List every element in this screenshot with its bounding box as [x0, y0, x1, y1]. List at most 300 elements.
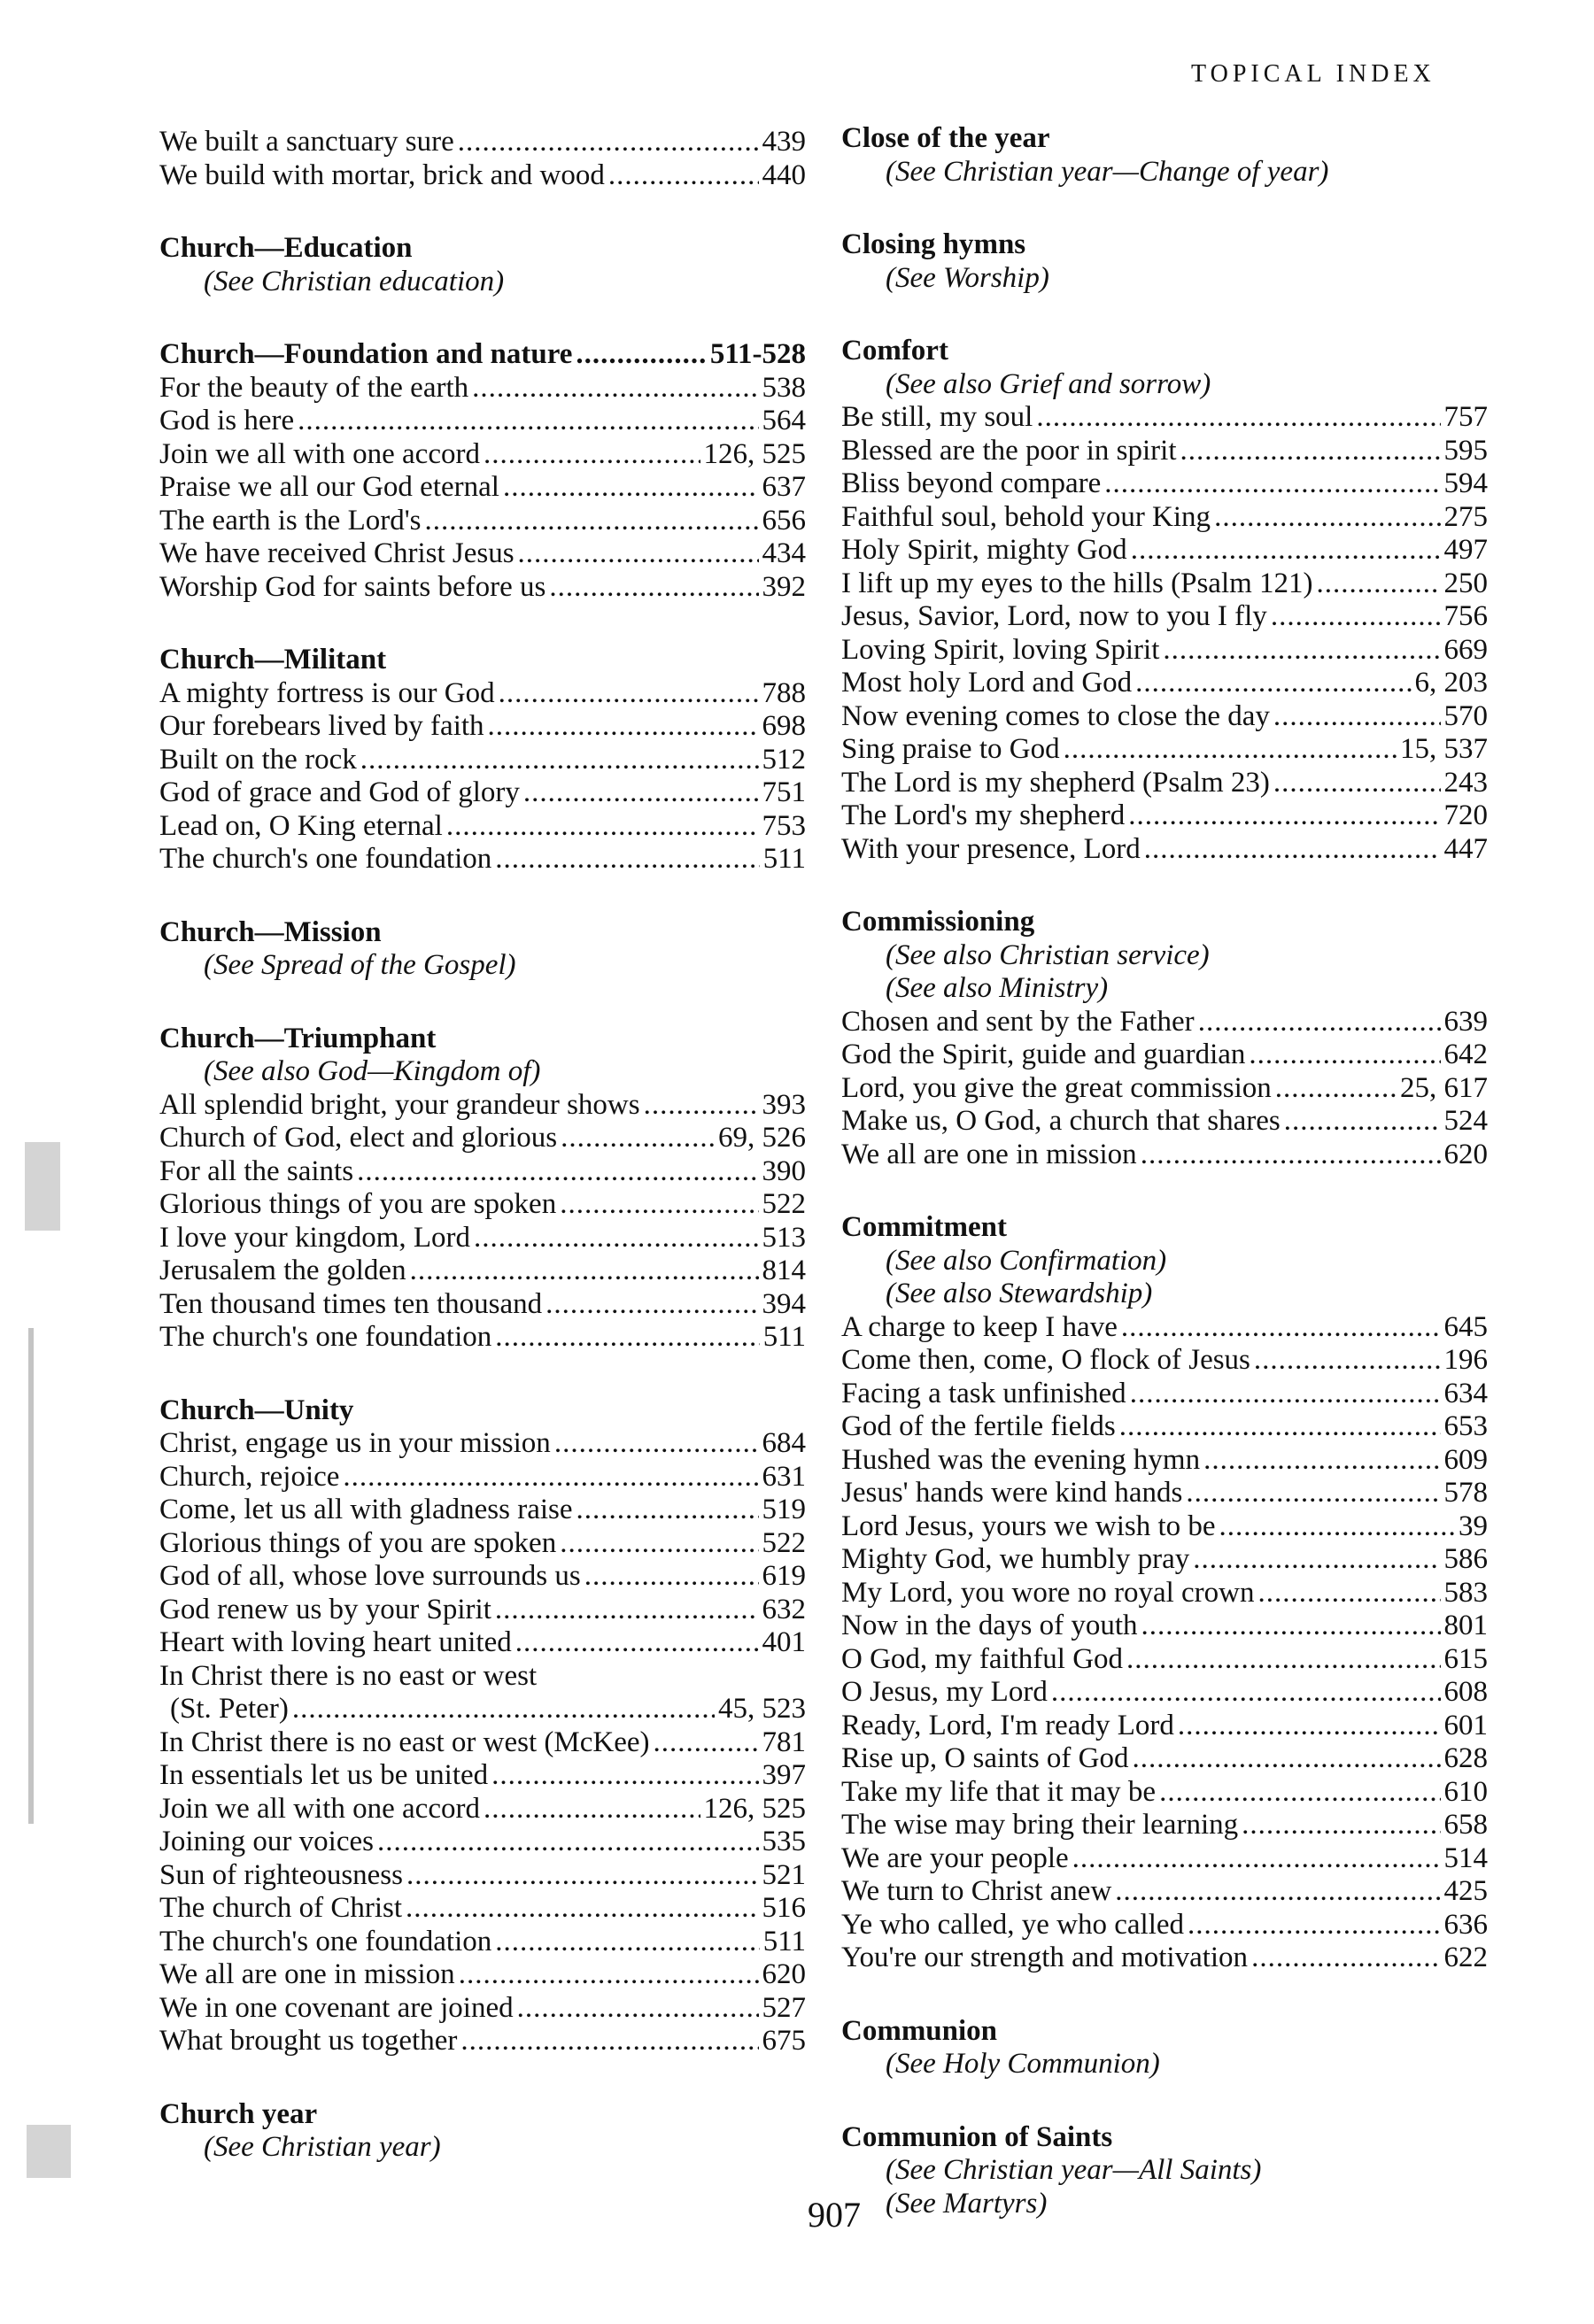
hymn-title: Ten thousand times ten thousand [159, 1287, 543, 1320]
hymn-number: 425 [1443, 1875, 1488, 1907]
hymn-title: Holy Spirit, mighty God [841, 534, 1127, 566]
dot-leader [1198, 1006, 1441, 1039]
topic-title: Church—Mission [159, 915, 382, 948]
hymn-title: Blessed are the poor in spirit [841, 434, 1177, 467]
dot-leader [1159, 1776, 1440, 1810]
hymn-number: 392 [762, 570, 806, 603]
index-topic [841, 228, 1488, 295]
topic-heading [841, 2015, 1488, 2049]
topic-title: Communion of Saints [841, 2120, 1113, 2153]
hymn-entry [159, 438, 806, 472]
hymn-entry [159, 372, 806, 405]
hymn-number: 524 [1443, 1105, 1488, 1137]
dot-leader [1219, 1510, 1455, 1544]
dot-leader [1273, 767, 1441, 800]
hymn-number: 512 [762, 743, 806, 776]
dot-leader [1193, 1543, 1440, 1577]
hymn-title: A charge to keep I have [841, 1310, 1118, 1343]
dot-leader [1064, 733, 1397, 767]
topic-title: Close of the year [841, 122, 1050, 154]
dot-leader [654, 1726, 759, 1760]
see-reference: (See Spread of the Gospel) [204, 949, 516, 981]
hymn-entry [159, 1461, 806, 1494]
hymn-number: 636 [1443, 1908, 1488, 1941]
hymn-title: Glorious things of you are spoken [159, 1188, 557, 1220]
hymn-number: 608 [1443, 1676, 1488, 1708]
see-reference: (See Christian education) [204, 265, 505, 297]
hymn-title: Make us, O God, a church that shares [841, 1105, 1281, 1137]
hymn-entry [841, 501, 1488, 535]
hymn-title-cont: (St. Peter) [170, 1693, 289, 1725]
hymn-number: 615 [1443, 1642, 1488, 1675]
hymn-title: For all the saints [159, 1154, 354, 1187]
hymn-title: Come, let us all with gladness raise [159, 1494, 573, 1525]
hymn-title: Heart with loving heart united [159, 1626, 512, 1658]
hymn-title: The earth is the Lord's [159, 504, 422, 537]
see-reference: (See also Confirmation) [886, 1244, 1167, 1277]
dot-leader [1115, 1875, 1440, 1909]
hymn-entry [841, 1105, 1488, 1139]
dot-leader [460, 2025, 758, 2058]
dot-leader [1186, 1477, 1440, 1510]
hymn-number: 511 [762, 843, 806, 875]
hymn-title: Be still, my soul [841, 401, 1033, 433]
hymn-number: 397 [762, 1759, 806, 1791]
hymn-title: We are your people [841, 1841, 1069, 1874]
hymn-number: 6, 203 [1414, 667, 1488, 699]
hymn-entry [159, 1594, 806, 1627]
dot-leader [1144, 833, 1441, 867]
hymn-entry [841, 1942, 1488, 1975]
dot-leader [495, 1321, 759, 1355]
index-column-right [841, 122, 1488, 2260]
index-topic [159, 1023, 806, 1355]
scan-artifact [28, 1328, 34, 1824]
hymn-title: Lord, you give the great commission [841, 1071, 1272, 1104]
hymn-number: 447 [1443, 832, 1488, 865]
hymn-entry [841, 1742, 1488, 1776]
hymn-entry [841, 1311, 1488, 1345]
dot-leader [1133, 1742, 1441, 1776]
see-reference: (See Martyrs) [886, 2187, 1048, 2220]
hymn-entry [159, 1427, 806, 1461]
see-reference: (See Worship) [886, 261, 1049, 294]
hymn-number: 511 [762, 1321, 806, 1353]
hymn-number: 390 [762, 1154, 806, 1187]
hymn-entry [159, 405, 806, 438]
hymn-entry [841, 833, 1488, 867]
dot-leader [644, 1089, 759, 1123]
dot-leader [406, 1859, 759, 1893]
see-reference: (See also Christian service) [886, 938, 1210, 971]
hymn-number: 788 [762, 676, 806, 709]
dot-leader [495, 1926, 759, 1959]
hymn-entry [841, 1006, 1488, 1039]
dot-leader [1275, 1072, 1397, 1106]
index-column-left [159, 126, 806, 2204]
hymn-title: Loving Spirit, loving Spirit [841, 633, 1160, 666]
hymn-title: I love your kingdom, Lord [159, 1221, 471, 1254]
topic-heading [159, 338, 806, 372]
dot-leader [1251, 1942, 1440, 1975]
hymn-entry [159, 1155, 806, 1189]
hymn-entry [841, 435, 1488, 468]
hymn-title: Christ, engage us in your mission [159, 1427, 551, 1459]
hymn-entry [159, 159, 806, 193]
hymn-entry [159, 1527, 806, 1561]
dot-leader [1131, 534, 1441, 567]
hymn-number: 619 [762, 1560, 806, 1592]
hymn-number: 513 [762, 1221, 806, 1254]
topic-heading [159, 1023, 806, 1056]
hymn-number: 583 [1443, 1576, 1488, 1609]
hymn-entry [159, 1759, 806, 1793]
hymn-title: Lead on, O King eternal [159, 809, 443, 842]
hymn-title: Jesus' hands were kind hands [841, 1477, 1183, 1509]
dot-leader [357, 1155, 758, 1189]
topic-pages: 511-528 [709, 338, 806, 370]
dot-leader [1163, 634, 1440, 668]
hymn-number: 196 [1443, 1344, 1488, 1376]
hymn-title: Most holy Lord and God [841, 667, 1133, 699]
dot-leader [458, 126, 759, 159]
hymn-title: Sun of righteousness [159, 1858, 403, 1891]
hymn-entry [159, 1089, 806, 1123]
hymn-entry [159, 571, 806, 605]
index-topic [159, 2098, 806, 2165]
topic-heading [159, 232, 806, 266]
index-topic [159, 126, 806, 192]
hymn-number: 570 [1443, 699, 1488, 732]
hymn-number: 753 [762, 809, 806, 842]
hymn-entry [841, 1344, 1488, 1378]
dot-leader [377, 1826, 759, 1859]
hymn-title: We turn to Christ anew [841, 1875, 1112, 1907]
dot-leader [561, 1122, 715, 1155]
hymn-title: For the beauty of the earth [159, 371, 469, 404]
hymn-entry [841, 1676, 1488, 1710]
topic-heading [841, 2121, 1488, 2155]
hymn-title: We have received Christ Jesus [159, 537, 515, 569]
dot-leader [292, 1693, 715, 1726]
dot-leader [410, 1255, 759, 1288]
hymn-title: With your presence, Lord [841, 832, 1141, 865]
hymn-title: Hushed was the evening hymn [841, 1443, 1201, 1476]
index-topic [159, 232, 806, 298]
hymn-number: 521 [762, 1858, 806, 1891]
hymn-entry [159, 843, 806, 876]
hymn-number: 601 [1443, 1709, 1488, 1741]
index-topic [159, 1394, 806, 2058]
hymn-title: Ready, Lord, I'm ready Lord [841, 1709, 1174, 1741]
hymn-number: 622 [1443, 1942, 1488, 1973]
see-reference: (See Holy Communion) [886, 2048, 1160, 2080]
hymn-entry [841, 1410, 1488, 1444]
dot-leader [576, 1494, 759, 1527]
hymn-entry [159, 2025, 806, 2058]
hymn-entry [841, 1842, 1488, 1876]
dot-leader [474, 1222, 758, 1255]
dot-leader [298, 405, 758, 438]
hymn-entry [841, 1809, 1488, 1842]
hymn-title: Church of God, elect and glorious [159, 1122, 558, 1154]
hymn-title: Now in the days of youth [841, 1610, 1138, 1641]
hymn-entry [841, 1610, 1488, 1643]
hymn-title: We all are one in mission [159, 1958, 455, 1990]
hymn-title: Church, rejoice [159, 1460, 340, 1493]
dot-leader [1273, 700, 1441, 734]
hymn-number: 684 [762, 1427, 806, 1459]
hymn-title: I lift up my eyes to the hills (Psalm 121) [841, 567, 1313, 599]
hymn-entry [841, 1543, 1488, 1577]
hymn-number: 243 [1443, 766, 1488, 799]
hymn-entry [159, 1793, 806, 1826]
topic-title: Church—Foundation and nature [159, 338, 573, 370]
hymn-title: Join we all with one accord [159, 437, 480, 470]
hymn-entry [159, 1321, 806, 1355]
hymn-title: Chosen and sent by the Father [841, 1005, 1195, 1038]
hymn-title: The Lord's my shepherd [841, 799, 1126, 831]
hymn-number: 25, 617 [1400, 1071, 1488, 1104]
hymn-number: 814 [762, 1255, 806, 1286]
hymn-number: 594 [1443, 467, 1488, 499]
hymn-title: Sing praise to God [841, 733, 1060, 765]
hymn-title: O Jesus, my Lord [841, 1676, 1048, 1708]
hymn-entry [841, 1776, 1488, 1810]
hymn-number: 535 [762, 1826, 806, 1857]
dot-leader [517, 1992, 759, 2026]
see-reference: (See Christian year) [204, 2131, 441, 2163]
hymn-number: 637 [762, 471, 806, 503]
hymn-title: Jesus, Savior, Lord, now to you I fly [841, 600, 1267, 632]
hymn-title: God is here [159, 405, 295, 436]
hymn-entry [159, 1494, 806, 1527]
hymn-entry [841, 1139, 1488, 1172]
dot-leader [518, 537, 759, 571]
hymn-entry [159, 1693, 806, 1726]
hymn-title: Join we all with one accord [159, 1792, 480, 1825]
hymn-number: 522 [762, 1526, 806, 1559]
hymn-title: We build with mortar, brick and wood [159, 158, 605, 191]
dot-leader [1036, 401, 1440, 435]
hymn-title: The church's one foundation [159, 843, 492, 875]
hymn-entry [841, 1477, 1488, 1510]
hymn-title: Bliss beyond compare [841, 467, 1102, 499]
dot-leader [1128, 799, 1440, 833]
hymn-title: In Christ there is no east or west [159, 1659, 538, 1692]
hymn-number: 538 [762, 371, 806, 404]
dot-leader [1141, 1610, 1441, 1643]
hymn-title: Our forebears lived by faith [159, 710, 484, 742]
hymn-number: 440 [762, 158, 806, 191]
dot-leader [1178, 1710, 1441, 1743]
dot-leader [554, 1427, 759, 1461]
hymn-entry [159, 810, 806, 844]
hymn-entry [841, 1072, 1488, 1106]
hymn-title: The church's one foundation [159, 1321, 492, 1353]
dot-leader [608, 159, 759, 193]
dot-leader [343, 1461, 758, 1494]
hymn-title: God renew us by your Spirit [159, 1593, 491, 1625]
hymn-number: 45, 523 [718, 1693, 806, 1725]
hymn-entry [159, 126, 806, 159]
topic-title: Church—Education [159, 232, 413, 264]
hymn-entry [159, 1122, 806, 1155]
hymn-number: 578 [1443, 1477, 1488, 1509]
hymn-entry [841, 467, 1488, 501]
hymn-entry [841, 767, 1488, 800]
hymn-entry [841, 1710, 1488, 1743]
index-topic [159, 338, 806, 604]
hymn-entry [841, 1875, 1488, 1909]
hymn-title: O God, my faithful God [841, 1642, 1124, 1675]
topic-heading [841, 122, 1488, 156]
topic-title: Church—Militant [159, 644, 387, 676]
hymn-number: 751 [762, 776, 806, 808]
hymn-number: 669 [1443, 633, 1488, 666]
hymn-entry [841, 567, 1488, 601]
hymn-number: 522 [762, 1188, 806, 1220]
hymn-entry [159, 677, 806, 711]
hymn-title: The wise may bring their learning [841, 1809, 1239, 1841]
hymn-number: 645 [1443, 1310, 1488, 1343]
topic-title: Communion [841, 2014, 998, 2047]
hymn-title: Lord Jesus, yours we wish to be [841, 1509, 1216, 1542]
hymn-number: 15, 537 [1400, 733, 1488, 765]
hymn-number: 250 [1443, 567, 1488, 599]
dot-leader [1135, 667, 1411, 700]
hymn-title: Take my life that it may be [841, 1775, 1157, 1808]
hymn-title: Facing a task unfinished [841, 1377, 1126, 1409]
hymn-entry [159, 1188, 806, 1222]
hymn-entry [841, 634, 1488, 668]
dot-leader [1271, 600, 1441, 634]
hymn-title: The church's one foundation [159, 1925, 492, 1957]
hymn-title: Mighty God, we humbly pray [841, 1543, 1190, 1575]
hymn-number: 519 [762, 1494, 806, 1525]
hymn-number: 393 [762, 1088, 806, 1121]
page-number: 907 [808, 2195, 861, 2235]
hymn-entry [159, 1892, 806, 1926]
topic-title: Comfort [841, 335, 948, 367]
dot-leader [1249, 1038, 1440, 1072]
topic-title: Commissioning [841, 906, 1035, 938]
hymn-entry [159, 1626, 806, 1660]
index-topic [841, 906, 1488, 1171]
topic-heading [841, 906, 1488, 939]
hymn-number: 656 [762, 504, 806, 537]
hymn-number: 675 [762, 2025, 806, 2057]
dot-leader [1126, 1643, 1440, 1677]
index-topic [841, 122, 1488, 189]
hymn-title: Glorious things of you are spoken [159, 1526, 557, 1559]
scan-artifact [25, 1142, 60, 1231]
dot-leader [484, 1793, 700, 1826]
hymn-title: We in one covenant are joined [159, 1991, 514, 2024]
hymn-entry [841, 600, 1488, 634]
hymn-number: 720 [1443, 799, 1488, 831]
topic-heading [159, 1394, 806, 1428]
hymn-title: Come then, come, O flock of Jesus [841, 1344, 1250, 1376]
dot-leader [495, 1594, 759, 1627]
dot-leader [1284, 1105, 1441, 1139]
index-topic [159, 644, 806, 876]
index-topic [841, 2121, 1488, 2221]
hymn-number: 516 [762, 1892, 806, 1924]
hymn-number: 275 [1443, 500, 1488, 533]
hymn-title: What brought us together [159, 2025, 458, 2057]
hymn-title: Jerusalem the golden [159, 1255, 406, 1286]
index-topic [159, 916, 806, 983]
hymn-number: 620 [1443, 1138, 1488, 1170]
hymn-entry [841, 401, 1488, 435]
hymn-number: 634 [1443, 1377, 1488, 1409]
dot-leader [1317, 567, 1441, 601]
dot-leader [491, 1759, 758, 1793]
hymn-entry [841, 1444, 1488, 1478]
hymn-number: 653 [1443, 1410, 1488, 1442]
dot-leader [576, 338, 706, 372]
hymn-number: 628 [1443, 1742, 1488, 1774]
hymn-title: In Christ there is no east or west (McKee) [159, 1726, 650, 1758]
hymn-entry [159, 1726, 806, 1760]
hymn-title: Joining our voices [159, 1826, 374, 1857]
hymn-entry [159, 710, 806, 744]
hymn-title: We built a sanctuary sure [159, 126, 454, 158]
hymn-title: My Lord, you wore no royal crown [841, 1576, 1255, 1609]
hymn-number: 434 [762, 537, 806, 569]
hymn-title: The Lord is my shepherd (Psalm 23) [841, 766, 1270, 799]
hymn-entry [159, 1222, 806, 1255]
dot-leader [1104, 467, 1440, 501]
see-reference: (See Christian year—Change of year) [886, 155, 1329, 188]
dot-leader [499, 677, 759, 711]
topic-heading [159, 916, 806, 950]
hymn-title: A mighty fortress is our God [159, 676, 495, 709]
dot-leader [1051, 1676, 1441, 1710]
hymn-number: 642 [1443, 1038, 1488, 1070]
hymn-entry [841, 1909, 1488, 1942]
hymn-title: You're our strength and motivation [841, 1942, 1249, 1973]
dot-leader [459, 1958, 759, 1992]
dot-leader [472, 372, 758, 405]
hymn-entry [841, 534, 1488, 567]
topic-title: Commitment [841, 1211, 1007, 1243]
dot-leader [1254, 1344, 1441, 1378]
hymn-title: Worship God for saints before us [159, 570, 546, 603]
topic-title: Closing hymns [841, 228, 1026, 260]
hymn-entry [841, 1038, 1488, 1072]
hymn-entry [159, 471, 806, 505]
hymn-number: 527 [762, 1991, 806, 2024]
hymn-number: 609 [1443, 1443, 1488, 1476]
dot-leader [503, 471, 759, 505]
hymn-entry [841, 1643, 1488, 1677]
hymn-number: 394 [762, 1287, 806, 1320]
hymn-number: 586 [1443, 1543, 1488, 1575]
dot-leader [1121, 1311, 1441, 1345]
dot-leader [446, 810, 759, 844]
hymn-entry [159, 1992, 806, 2026]
dot-leader [584, 1560, 759, 1594]
hymn-number: 595 [1443, 434, 1488, 467]
dot-leader [549, 571, 758, 605]
hymn-title: We all are one in mission [841, 1138, 1137, 1170]
hymn-number: 401 [762, 1626, 806, 1658]
hymn-entry [841, 733, 1488, 767]
dot-leader [560, 1527, 758, 1561]
hymn-title: Praise we all our God eternal [159, 471, 499, 503]
